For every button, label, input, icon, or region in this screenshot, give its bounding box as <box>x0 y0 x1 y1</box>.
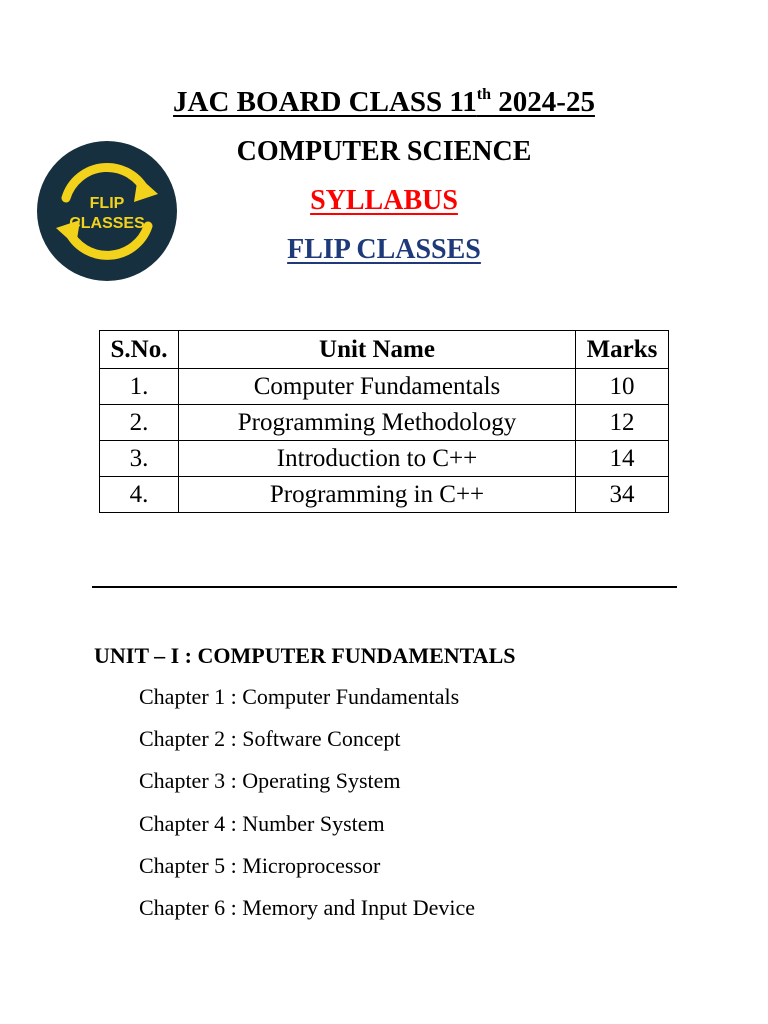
table-row <box>100 441 669 477</box>
cell-sno: 2. <box>100 405 179 441</box>
chapter-item: Chapter 4 : Number System <box>139 810 385 836</box>
table-row <box>100 477 669 513</box>
cell-sno: 3. <box>100 441 179 477</box>
table-row <box>100 405 669 441</box>
cell-unit-name: Programming in C++ <box>179 477 576 513</box>
marks-table <box>99 330 669 513</box>
unit-1-chapter-list <box>139 684 475 937</box>
title-superscript: th <box>476 86 492 103</box>
chapter-item: Chapter 5 : Microprocessor <box>139 852 381 878</box>
header-unit-name: Unit Name <box>179 331 576 369</box>
table-header-row <box>100 331 669 369</box>
logo-text-top: FLIP <box>89 195 125 212</box>
chapter-item: Chapter 2 : Software Concept <box>139 726 401 752</box>
chapter-item: Chapter 1 : Computer Fundamentals <box>139 684 460 709</box>
cell-unit-name: Introduction to C++ <box>179 441 576 477</box>
flip-classes-logo <box>36 140 178 282</box>
cell-unit-name: Computer Fundamentals <box>179 369 576 405</box>
section-divider <box>92 586 677 588</box>
title-year: 2024-25 <box>491 86 595 118</box>
provider-title: FLIP CLASSES <box>287 234 481 265</box>
chapter-item: Chapter 6 : Memory and Input Device <box>139 894 476 920</box>
logo-text-bottom: CLASSES <box>69 215 145 232</box>
unit-1-heading: UNIT – I : COMPUTER FUNDAMENTALS <box>94 643 516 668</box>
subject-title: COMPUTER SCIENCE <box>236 136 532 167</box>
cell-marks: 14 <box>576 441 669 477</box>
header-sno: S.No. <box>100 331 179 369</box>
cell-marks: 34 <box>576 477 669 513</box>
cell-marks: 12 <box>576 405 669 441</box>
cell-unit-name: Programming Methodology <box>179 405 576 441</box>
header-marks: Marks <box>576 331 669 369</box>
table-row <box>100 369 669 405</box>
document-title <box>0 86 768 119</box>
cell-sno: 1. <box>100 369 179 405</box>
cell-sno: 4. <box>100 477 179 513</box>
cell-marks: 10 <box>576 369 669 405</box>
chapter-item: Chapter 3 : Operating System <box>139 768 401 794</box>
syllabus-title: SYLLABUS <box>310 185 458 216</box>
title-main: JAC BOARD CLASS 11 <box>173 86 477 118</box>
